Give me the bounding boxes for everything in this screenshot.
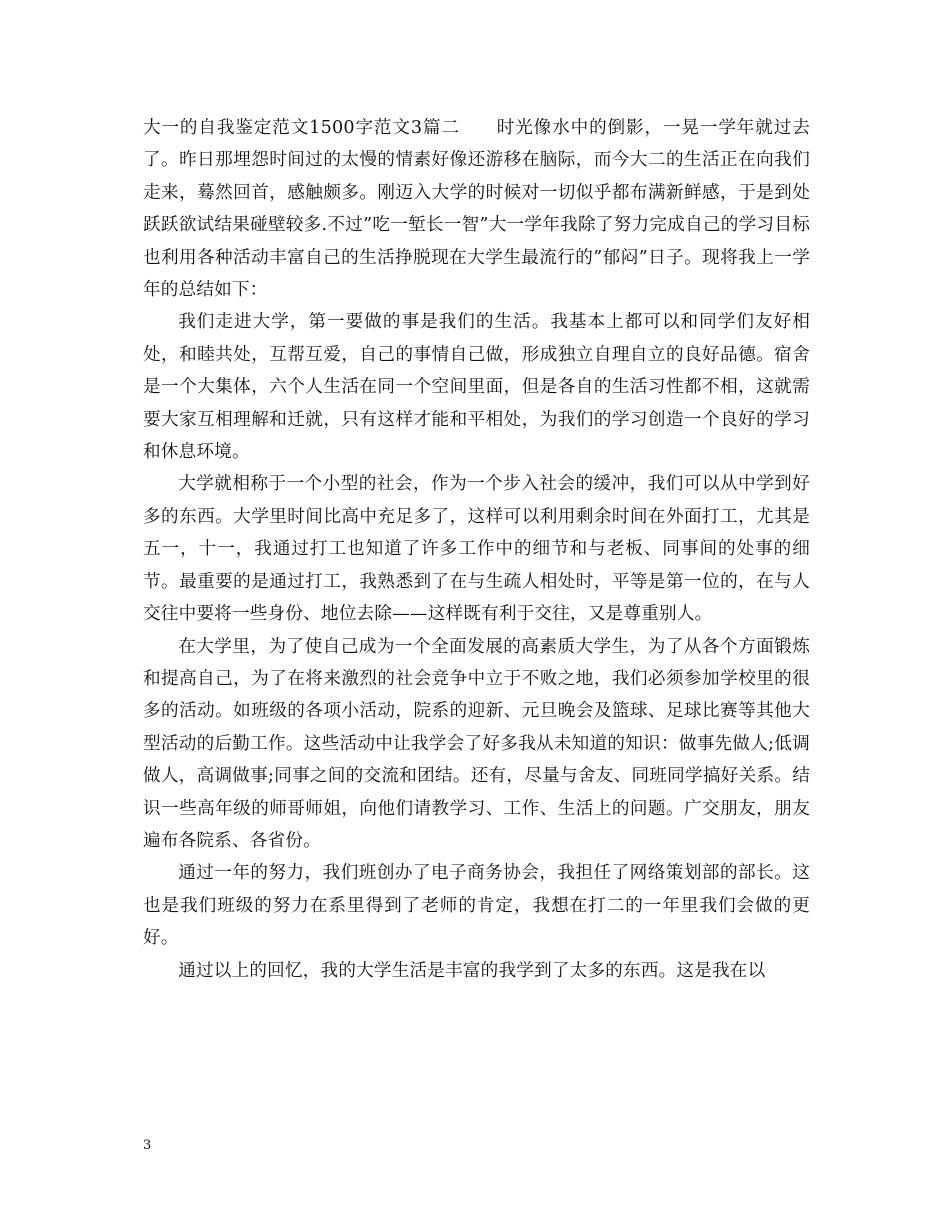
paragraph-activities: 在大学里，为了使自己成为一个全面发展的高素质大学生，为了从各个方面锻炼和提高自己，为了在将来激烈的社会竞争中立于不败之地，我们必须参加学校里的很多的活动。如班级的各项小活动，院系的迎新、元旦晚会及篮球、足球比赛等其他大型活动的后勤工作。这些活动中让我学会了好多我从未知道的知识：做事先做人;低调做人，高调做事;同事之间的交流和团结。还有，尽量与舍友、同班同学搞好关系。结识一些高年级的师哥师姐，向他们请教学习、工作、生活上的问题。广交朋友，朋友遍布各院系、各省份。 (143, 636, 810, 851)
paragraph-life: 我们走进大学，第一要做的事是我们的生活。我基本上都可以和同学们友好相处，和睦共处，互帮互爱，自己的事情自己做，形成独立自理自立的良好品德。宿舍是一个大集体，六个人生活在同一个空间里面，但是各自的生活习性都不相，这就需要大家互相理解和迁就，只有这样才能和平相处，为我们的学习创造一个良好的学习和休息环境。 (143, 312, 810, 463)
document-body (143, 112, 810, 987)
paragraph-conclusion: 通过以上的回忆，我的大学生活是丰富的我学到了太多的东西。这是我在以 (178, 960, 766, 981)
paragraph-society: 大学就相称于一个小型的社会，作为一个步入社会的缓冲，我们可以从中学到好多的东西。大学里时间比高中充足多了，这样可以利用剩余时间在外面打工，尤其是五一，十一，我通过打工也知道了许多工作中的细节和与老板、同事间的处事的细节。最重要的是通过打工，我熟悉到了在与生疏人相处时，平等是第一位的，在与人交往中要将一些身份、地位去除——这样既有利于交往，又是尊重别人。 (143, 474, 810, 625)
page-number: 3 (143, 1138, 152, 1153)
paragraph-association: 通过一年的努力，我们班创办了电子商务协会，我担任了网络策划部的部长。这也是我们班级的努力在系里得到了老师的肯定，我想在打二的一年里我们会做的更好。 (143, 863, 810, 949)
paragraph-intro: 大一的自我鉴定范文1500字范文3篇二 时光像水中的倒影，一晃一学年就过去了。昨日那埋怨时间过的太慢的情素好像还游移在脑际，而今大二的生活正在向我们走来，蓦然回首，感触颇多。刚迈入大学的时候对一切似乎都布满新鲜感，于是到处跃跃欲试结果碰壁较多.不过”吃一堑长一智”大一学年我除了努力完成自己的学习目标也利用各种活动丰富自己的生活挣脱现在大学生最流行的”郁闷”日子。现将我上一学年的总结如下： (143, 118, 810, 301)
